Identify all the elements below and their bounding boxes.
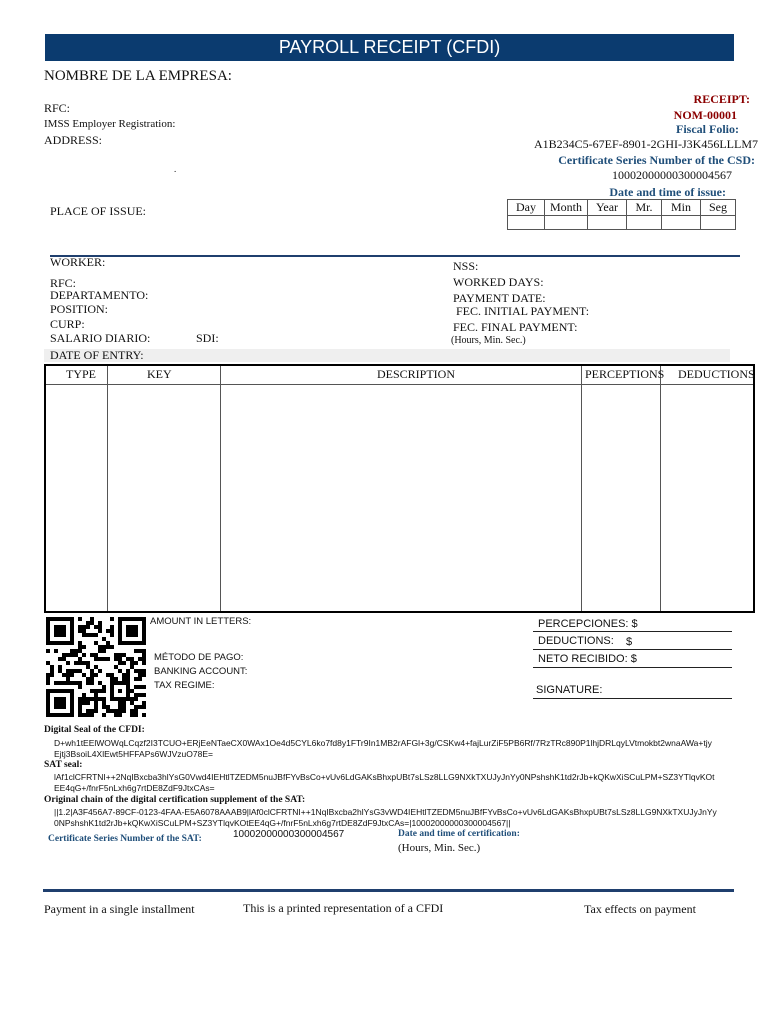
net-received-rule [533,667,732,668]
date-cell-sec[interactable] [701,216,736,230]
col-divider-perceptions [660,366,661,611]
position-label: POSITION: [50,302,109,316]
digital-seal-line1: D+wh1tEElWOWqLCqzf2I3TCUO+ERjEeNTaeCX0WAx1Oe4d5CYL6ko7fd8y1FTr9In1MB2rAFGl+3g/CSKw4+fajLurZiF5PB6Rf/7RzTRc890P1lhjDRLqyLVtmokbt2wnaAWa+tjy [54,738,712,748]
footer-divider [43,889,734,892]
signature-line [533,698,732,699]
entry-date-band [44,349,730,362]
date-of-entry-label: DATE OF ENTRY: [50,348,144,362]
perceptions-rule [533,631,732,632]
digital-seal-label: Digital Seal of the CFDI: [44,725,145,735]
certification-datetime-label: Date and time of certification: [398,829,520,839]
col-divider-type [107,366,108,611]
printed-representation-note: This is a printed representation of a CFDI [243,901,444,915]
final-payment-label: FEC. FINAL PAYMENT: [453,320,578,334]
worked-days-label: WORKED DAYS: [453,275,544,289]
payment-method-label: MÉTODO DE PAGO: [154,652,244,663]
sat-series-number: 10002000000300004567 [233,829,345,840]
fiscal-folio-label: Fiscal Folio: [676,122,739,136]
banking-account-label: BANKING ACCOUNT: [154,666,248,677]
date-col-day: Day [508,200,545,216]
col-deductions: DEDUCTIONS [678,367,755,381]
worker-label: WORKER: [50,255,106,269]
original-chain-line2: 0NPshshK1td2rJb+kQKwXiSCuLPM+SZ3YTlqvKOtEE4qG+/fnrF5nLxh6g7rtDE8ZdF9JtxCAs=|10002000000300004567|| [54,818,511,828]
worker-rfc-label: RFC: [50,276,77,290]
tax-effects-note: Tax effects on payment [584,902,696,916]
sdi-label: SDI: [196,331,219,345]
col-divider-key [220,366,221,611]
company-name: NOMBRE DE LA EMPRESA: [44,68,232,84]
items-header-line [46,384,753,385]
date-cell-day[interactable] [508,216,545,230]
date-col-year: Year [588,200,627,216]
net-received-label: NETO RECIBIDO: $ [538,653,637,665]
date-col-month: Month [545,200,588,216]
csd-series-label: Certificate Series Number of the CSD: [558,153,755,167]
date-cell-year[interactable] [588,216,627,230]
employer-rfc-label: RFC: [44,101,71,115]
issue-datetime-label: Date and time of issue: [609,185,726,199]
payment-date-label: PAYMENT DATE: [453,291,546,305]
date-col-min: Min [662,200,701,216]
date-cell-month[interactable] [545,216,588,230]
col-perceptions: PERCEPTIONS [585,367,665,381]
sat-seal-label: SAT seal: [44,760,83,770]
original-chain-label: Original chain of the digital certification supplement of the SAT: [44,795,306,805]
worker-divider [50,255,740,257]
department-label: DEPARTAMENTO: [50,288,149,302]
imss-registration-label: IMSS Employer Registration: [44,118,176,130]
deductions-currency: $ [626,636,633,648]
date-col-hour: Mr. [627,200,662,216]
receipt-label: RECEIPT: [693,92,750,106]
col-divider-description [581,366,582,611]
deductions-rule [533,649,732,650]
curp-label: CURP: [50,317,85,331]
sat-seal-line2: EE4qG+/fnrF5nLxh6g7rtDE8ZdF9JtxCAs= [54,783,215,793]
daily-salary-label: SALARIO DIARIO: [50,331,151,345]
address-label: ADDRESS: [44,133,103,147]
sat-seal-line1: lAf1clCFRTNI++2NqIBxcba3hlYsG0Vwd4IEHtlTZEDM5nuJBfFYvBsCo+vUv6LdGAKsBhxpUBt7sLSz8LLG9NXkTXUJyJnYy0NPshshK1td2rJb+kQKwXiSCuLPM+SZ3YTlqvKOt [54,772,715,782]
separator-dot: . [174,164,177,174]
items-table [44,364,755,613]
date-cell-hour[interactable] [627,216,662,230]
sat-series-label: Certificate Series Number of the SAT: [48,834,202,844]
col-key: KEY [147,367,172,381]
single-installment-note: Payment in a single installment [44,902,195,916]
document-title: PAYROLL RECEIPT (CFDI) [45,34,734,61]
col-type: TYPE [66,367,96,381]
digital-seal-line2: Ejtj3BsoiL4XlEwt5HFFAPs6WJVzuO78E= [54,749,213,759]
tax-regime-label: TAX REGIME: [154,680,215,691]
col-description: DESCRIPTION [377,367,456,381]
deductions-total-label: DEDUCTIONS: [538,635,614,647]
receipt-number: NOM-00001 [673,108,737,122]
qr-code [46,617,146,717]
date-cell-min[interactable] [662,216,701,230]
signature-label: SIGNATURE: [536,684,603,696]
nss-label: NSS: [453,259,479,273]
place-of-issue-label: PLACE OF ISSUE: [50,204,147,218]
amount-in-letters-label: AMOUNT IN LETTERS: [150,616,252,627]
hours-note: (Hours, Min. Sec.) [451,335,526,346]
date-col-sec: Seg [701,200,736,216]
csd-series-number: 10002000000300004567 [612,168,732,182]
fiscal-folio-value: A1B234C5-67EF-8901-2GHI-J3K456LLLM7 [534,137,758,151]
certification-hours-note: (Hours, Min. Sec.) [398,842,481,854]
perceptions-total-label: PERCEPCIONES: $ [538,618,638,630]
issue-datetime-table [507,199,736,230]
initial-payment-label: FEC. INITIAL PAYMENT: [456,304,590,318]
original-chain-line1: ||1.2|A3F456A7-89CF-0123-4FAA-E5A6078AAAB9|lAf0clCFRTNI++1NqIBxcba2hlYsG3vWD4IEHtlTZEDM5nuJBfFYvBsCo+vUv6LdGAKsBhxpUBt7sLSz8LLG9NXkTXUJyJnYy [54,807,717,817]
